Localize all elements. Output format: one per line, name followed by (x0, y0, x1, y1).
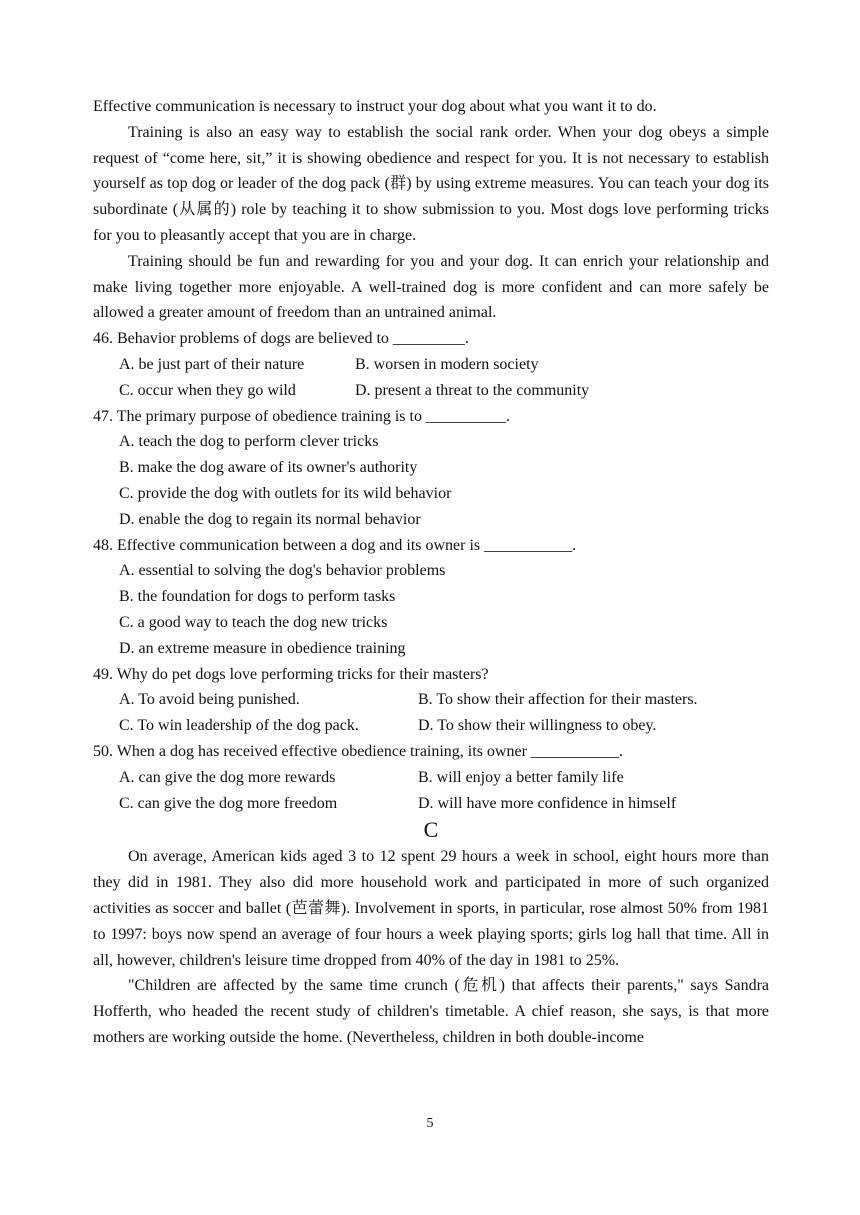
section-c-paragraph-1: On average, American kids aged 3 to 12 spent 29 hours a week in school, eight hours more than they did in 1981. They also did more household work and participated in more of such organized activities as soccer and ballet (芭蕾舞). Involvement in sports, in particular, rose almost 50% from 1981 to 1997: boys now spend an average of four hours a week playing sports; girls log hall that time. All in all, however, children's leisure time dropped from 40% of the day in 1981 to 25%. (93, 848, 769, 969)
question-46-option-c: C. occur when they go wild (119, 381, 296, 399)
question-50-option-b: B. will enjoy a better family life (418, 768, 624, 786)
question-50-options-row-2 (93, 791, 769, 817)
question-50-option-c: C. can give the dog more freedom (119, 794, 338, 812)
question-49-options-row-2 (93, 713, 769, 739)
question-49-option-d: D. To show their willingness to obey. (418, 717, 657, 735)
question-46-stem: 46. Behavior problems of dogs are believed to _________. (93, 330, 469, 348)
passage-b-paragraph-2: Training is also an easy way to establish the social rank order. When your dog obeys a simple request of “come here, sit,” it is showing obedience and respect for you. It is not necessary to establish yourself as top dog or leader of the dog pack (群) by using extreme measures. You can teach your dog its subordinate (从属的) role by teaching it to show submission to you. Most dogs love performing tricks for you to pleasantly accept that you are in charge. (93, 123, 769, 244)
question-49-option-c: C. To win leadership of the dog pack. (119, 717, 359, 735)
question-50-options-row-1 (93, 765, 769, 791)
section-c-heading: C (423, 817, 439, 843)
question-47-option-c: C. provide the dog with outlets for its wild behavior (119, 484, 452, 502)
question-49-option-b: B. To show their affection for their masters. (418, 691, 698, 709)
passage-b-paragraph-1: Effective communication is necessary to instruct your dog about what you want it to do. (93, 98, 657, 115)
question-47-option-d: D. enable the dog to regain its normal behavior (119, 510, 421, 528)
question-47-stem: 47. The primary purpose of obedience training is to __________. (93, 407, 510, 425)
question-49-options-row-1 (93, 687, 769, 713)
question-50-stem: 50. When a dog has received effective obedience training, its owner ___________. (93, 742, 623, 760)
question-50-option-d: D. will have more confidence in himself (418, 794, 677, 812)
question-47-option-a: A. teach the dog to perform clever tricks (119, 433, 379, 451)
question-49-stem: 49. Why do pet dogs love performing tricks for their masters? (93, 665, 489, 683)
question-50-option-a: A. can give the dog more rewards (119, 768, 336, 786)
question-48-option-d: D. an extreme measure in obedience training (119, 639, 406, 657)
question-46-option-a: A. be just part of their nature (119, 355, 305, 373)
question-46-option-d: D. present a threat to the community (355, 381, 590, 399)
section-c-paragraph-2: "Children are affected by the same time crunch (危机) that affects their parents," says Sandra Hofferth, who headed the recent study of children's timetable. A chief reason, she says, is that more mothers are working outside the home. (Nevertheless, children in both double-income (93, 977, 769, 1046)
question-49-option-a: A. To avoid being punished. (119, 691, 300, 709)
document-page (93, 94, 769, 1051)
question-48-option-a: A. essential to solving the dog's behavior problems (119, 562, 446, 580)
question-46-options-row-1 (93, 352, 769, 378)
question-48-stem: 48. Effective communication between a dog and its owner is ___________. (93, 536, 577, 554)
passage-b-paragraph-3: Training should be fun and rewarding for you and your dog. It can enrich your relationship and make living together more enjoyable. A well-trained dog is more confident and can more safely be allowed a greater amount of freedom than an untrained animal. (93, 252, 769, 322)
page-number: 5 (426, 1116, 434, 1131)
question-48-option-c: C. a good way to teach the dog new tricks (119, 613, 388, 631)
question-48-option-b: B. the foundation for dogs to perform tasks (119, 588, 396, 606)
question-46-option-b: B. worsen in modern society (355, 355, 539, 373)
question-46-options-row-2 (93, 378, 769, 404)
question-47-option-b: B. make the dog aware of its owner's authority (119, 459, 418, 477)
